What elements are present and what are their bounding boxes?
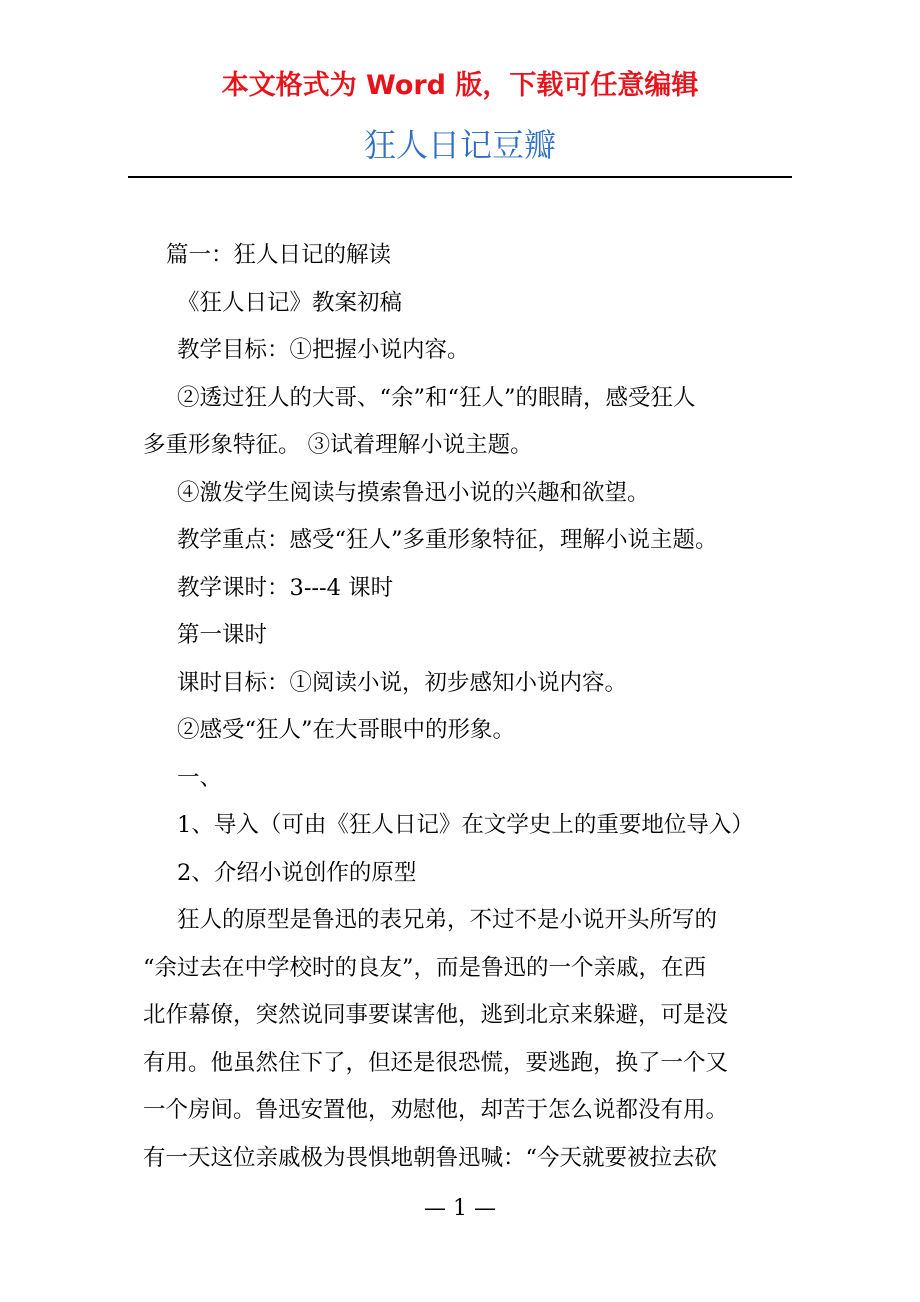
- editable-format-banner: 本文格式为 Word 版，下载可任意编辑: [221, 70, 699, 101]
- paragraph-line: 狂人的原型是鲁迅的表兄弟，不过不是小说开头所写的: [177, 907, 718, 933]
- document-title: 狂人日记豆瓣: [363, 126, 556, 164]
- page-number: — 1 —: [424, 1196, 496, 1221]
- paragraph-line: “余过去在中学校时的良友”，而是鲁迅的一个亲戚，在西: [143, 954, 707, 981]
- paragraph-line: 有一天这位亲戚极为畏惧地朝鲁迅喊：“今天就要被拉去砍: [143, 1144, 718, 1171]
- paragraph-line: 教学重点：感受“狂人”多重形象特征，理解小说主题。: [177, 527, 718, 553]
- paragraph-line: 北作幕僚，突然说同事要谋害他，逃到北京来躲避，可是没: [143, 1002, 729, 1028]
- title-divider: [128, 176, 792, 178]
- paragraph-line: 多重形象特征。 ③试着理解小说主题。: [143, 432, 533, 458]
- paragraph-line: 教学目标：①把握小说内容。: [177, 337, 470, 363]
- paragraph-line: ②感受“狂人”在大哥眼中的形象。: [177, 717, 516, 743]
- paragraph-line: 1、导入（可由《狂人日记》在文学史上的重要地位导入）: [177, 812, 754, 838]
- paragraph-line: 一个房间。鲁迅安置他，劝慰他，却苦于怎么说都没有用。: [143, 1097, 729, 1123]
- paragraph-line: ②透过狂人的大哥、“余”和“狂人”的眼睛，感受狂人: [177, 384, 696, 411]
- section-heading: 篇一：狂人日记的解读: [166, 242, 392, 268]
- paragraph-line: 课时目标：①阅读小说，初步感知小说内容。: [177, 669, 628, 696]
- lesson-plan-title: 《狂人日记》教案初稿: [177, 289, 403, 316]
- paragraph-line: 一、: [177, 764, 223, 791]
- paragraph-line: 教学课时：3---4 课时: [177, 574, 394, 601]
- paragraph-line: 有用。他虽然住下了，但还是很恐慌，要逃跑，换了一个又: [143, 1049, 729, 1076]
- paragraph-line: 2、介绍小说创作的原型: [177, 859, 417, 886]
- paragraph-line: 第一课时: [177, 622, 268, 648]
- paragraph-line: ④激发学生阅读与摸索鲁迅小说的兴趣和欲望。: [177, 479, 650, 506]
- document-body: [143, 232, 788, 1182]
